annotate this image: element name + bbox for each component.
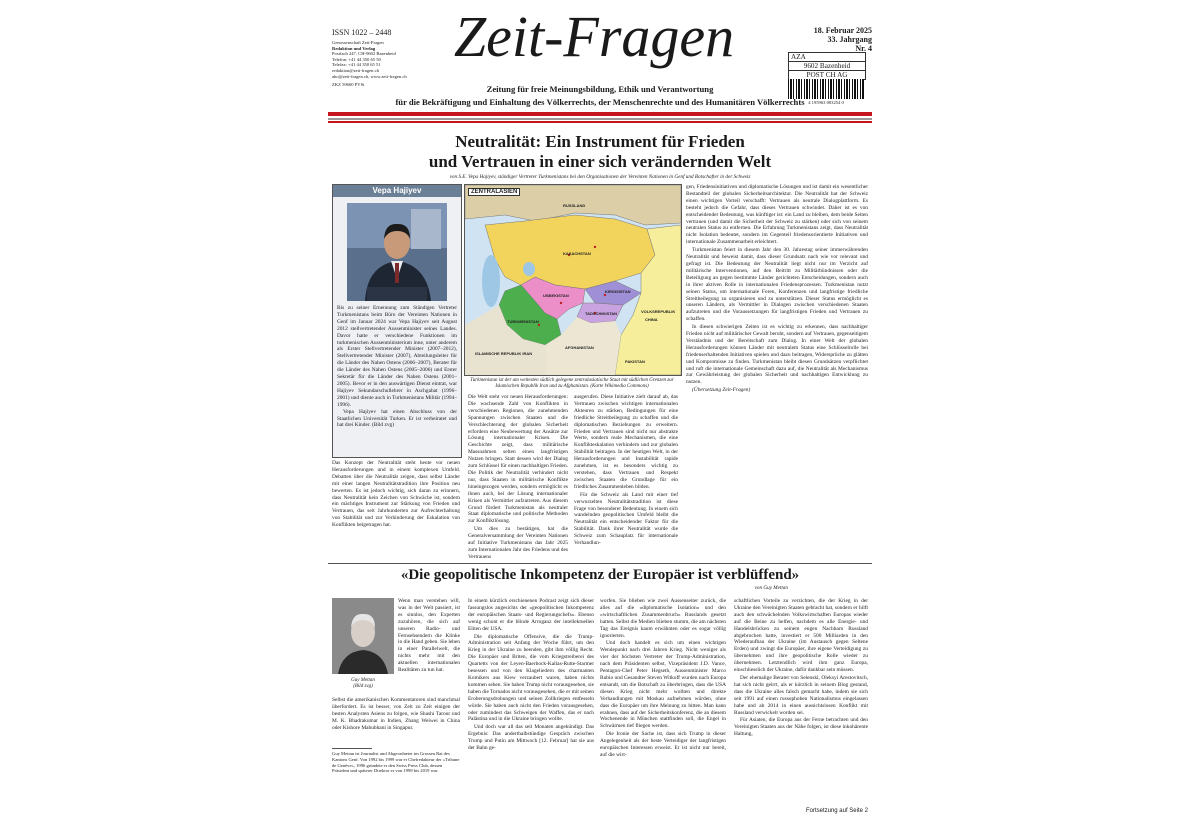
newspaper-page xyxy=(328,0,872,824)
barcode-digits: 4 195963 003254 0 xyxy=(808,100,844,105)
postal-aza: AZA xyxy=(789,53,865,62)
map-label-uzbekistan: USBEKISTAN xyxy=(543,293,569,298)
article2-col2-text: In einem kürzlich erschienenen Podcast zeigt sich dieser fassungslos angesichts der «geopolitischen Inkompetenz der europäischen Staats- und Regierungschefs». Ebenso wenig schont er die blinde Arroganz der intellektuellen Eliten der USA. xyxy=(468,598,594,632)
continued-note[interactable]: Fortsetzung auf Seite 2 xyxy=(805,808,868,814)
footnote-rule xyxy=(332,748,372,749)
map-caption: Turkmenistan ist der am weitesten südlich gelegene zentralasiatische Staat mit südlichen Grenzen zur Islamischen Republik Iran und zu Afghanistan. (Karte Wikimedia Commons) xyxy=(470,378,674,389)
article1-col-mid-text-2: Um dies zu bestätigen, hat die Generalversammlung der Vereinten Nationen auf Initiative Turkmenistans das Jahr 2025 zum Internationalen Jahr des Friedens und des Vertrauens xyxy=(468,526,568,560)
publisher-line: Redaktion und Verlag xyxy=(332,45,376,51)
profile-bio-text-2: Vepa Hajiyev hat einen Abschluss von der Staatlichen Universität Turken. Er ist verheiratet und hat drei Kinder. (Bild zvg) xyxy=(337,408,457,429)
article1-col-far-text-3: In diesen schwierigen Zeiten ist es wichtig zu erkennen, dass nachhaltiger Frieden nicht auf militärischer Gewalt beruht, sondern auf Vertrauen, gegenseitigem Verständnis und der Bereitschaft zum Dialog. In einer Welt der globalen Herausforderungen können Länder mit neutralem Status eine Schlüsselrolle bei friedenserhaltenden Initiativen spielen und dazu beitragen, Widersprüche zu glätten und Kompromisse zu finden. Turkmenistan bleibt diesen Grundsätzen verpflichtet und ruft die internationale Gemeinschaft dazu auf, die Neutralität als Mechanismus zur Gewährleistung der globalen Sicherheit und nachhaltigen Entwicklung zu nutzen. xyxy=(686,324,868,386)
article2-col4-text-c: Für Asiaten, die Europa aus der Ferne betrachten und den Vereinigten Staaten aus der Nähe folgen, ist diese inkohärente Haltung, xyxy=(734,717,868,738)
newspaper-title: Zeit-Fragen xyxy=(453,4,735,69)
article2-col2-text-b: Die diplomatische Offensive, die die Trump-Administration seit Anfang der Woche führt, um den Krieg in der Ukraine zu beenden, gibt ihm völlig Recht. Die Europäer und Briten, die vom Kriegstreiberei des Quartetts von der Leyen-Baerbock-Kallas-Rutte-Starmer besessen und von den Klageliedern des charmanten Komikers aus Kiew verzaubert waren, haben nichts kommen sehen. Sie haben Trump nicht vorausgesehen, sie haben die Tornados nicht vorausgesehen, die er mit seinen Eroberungsdrohungen und seinen Zollkriegen entfesseln würde. Sie haben auch nicht den Frieden vorausgesehen, oder zumindest das Schweigen der Waffen, das er nach Palästina und in die Ukraine bringen wollte. xyxy=(468,633,594,723)
postal-town: 9602 Bazenheid xyxy=(789,62,865,71)
article1-column-far-right xyxy=(686,184,868,560)
masthead-rule-grey xyxy=(328,118,872,120)
author-profile-box xyxy=(332,184,462,458)
article2-col3-text: worfen. Sie blieben wie zwei Aussenseiter zurück, die alles auf die «diplomatische Isolation» und den «wirtschaftlichen Zusammenbruch» Russlands gesetzt hatten. Selbst die Medien blieben stumm, die am nächsten Tag das Ereignis kaum erwähnten oder es sogar völlig ignorierten. xyxy=(600,598,726,639)
issue-number: Nr. 4 xyxy=(855,44,872,53)
article2-author-photo xyxy=(332,598,394,674)
article2-col4-text-b: Der ehemalige Berater von Selenski, Oleksyi Arestovitsch, hat sich nicht geirrt, als er kürzlich in seinem Blog gestand, dass die Ukraine alles falsch gemacht habe, indem sie sich seit 1991 auf einen russophoben Nationalismus eingelassen habe und ab 2014 in einen aussichtslosen Konflikt mit Russland verwickelt worden sei. xyxy=(734,674,868,716)
article2-col2-text-c: Und doch war all das seit Monaten angekündigt. Das Ergebnis: Das anderthalbstündige Gespräch zwischen Trump und Putin am Mittwoch [12. Februar] hat sie aus der Bahn ge- xyxy=(468,724,594,752)
masthead-rule-red xyxy=(328,112,872,116)
zkz: ZKZ 59600 PVSt xyxy=(332,82,365,88)
postal-box xyxy=(788,52,866,80)
article2-column2 xyxy=(468,598,594,824)
article2-column3 xyxy=(600,598,726,824)
aral-sea xyxy=(523,262,535,276)
map-label-turkmenistan: TURKMENISTAN xyxy=(507,319,539,324)
tagline-2: für die Bekräftigung und Einhaltung des Völkerrechts, der Menschenrechte und des Humanitären Völkerrechts xyxy=(395,97,805,107)
article2-col1-bottom-text: Selbst die amerikanischen Kommentatoren sind manchmal überfordert. Es ist besser, von Zeit zu Zeit einigen der besten Analysten Asiens zu folgen, wie Shashi Tarour und M. K. Bhadrakumar in Indien, Zhang Weiwei in China oder Kishore Mahubhani in Singapur. xyxy=(332,697,460,731)
article1-col-far-text: gen, Friedensinitiativen und diplomatische Lösungen und ist damit ein wesentlicher Bestandteil der globalen Sicherheitsarchitektur. Die Neutralität hat der Schweiz einen wichtigen Vorteil verschafft: Vertrauen als neutrale Dialogplattform. Es besteht jedoch die Gefahr, dass dieses Vertrauen schwindet. Daher ist es von entscheidender Bedeutung, was künftiger ist: ein Land zu bleiben, dem beide Seiten vertrauen (und damit die Sicherheit der Schweiz zu stärken) oder sich von seinem neutralen Status zu entfernen. Die Erfahrung Turkmenistans zeigt, dass Neutralität nicht Isolation bedeutet, sondern im Gegenteil friedensorientierte Initiativen und internationale Zusammenarbeit erleichtert. xyxy=(686,184,868,246)
central-asia-map xyxy=(464,184,682,376)
author-footnote: Guy Mettan ist Journalist und Abgeordneter im Grossen Rat des Kantons Genf. Von 1992 bis 1999 war er Chefredakteur der «Tribune de Genève», 1996 gründete er den Swiss Press Club, dessen Präsident und späterer Direktor er von 1998 bis 2019 war. xyxy=(332,751,460,774)
article1-headline-line2: und Vertrauen in einer sich verändernden Welt xyxy=(428,152,772,171)
article1-byline: von S.E. Vepa Hajiyev, ständiger Vertreter Turkmenistans bei den Organisationen der Vereinten Nationen in Genf und Botschafter in der Schweiz xyxy=(449,174,751,180)
profile-bio-text: Bis zu seiner Ernennung zum Ständigen Vertreter Turkmenistans beim Büro der Vereinten Nationen in Genf im Januar 2024 war Vepa Hajiyev seit August 2012 stellvertretender Aussenminister seines Landes. Davor hatte er verschiedene Funktionen im turkmenischen Aussenministerium inne, unter anderem als Erster Stellvertretender Minister (2007–2012), Stellvertretender Minister (2007), Abteilungsleiter für die Länder des Nahen Ostens (2006–2007), Berater für die Länder des Nahen Ostens (2005–2006) und Erster Sekretär für die Länder des Nahen Ostens (2001–2005). Bevor er in den auswärtigen Dienst eintrat, war Hajiyev Sekundarschullehrer in Aschgabat (1996–2001) und diente auch in Turkmenistans Militär (1994–1996). xyxy=(337,305,457,408)
article2-col1-top-text: Wenn man verstehen will, was in der Welt passiert, ist es sinnlos, den Experten zuzuhören, die sich auf unseren Radio- und Fernsehsendern die Klinke in die Hand geben. Sie leben in einer Parallelwelt, die nichts mehr mit den aktuellen internationalen Realitäten zu tun hat. xyxy=(398,598,460,674)
article2-col3-text-b: Und doch handelt es sich um einen wichtigen Wendepunkt nach drei Jahren Krieg. Nicht weniger als vier der höchsten Vertreter der Trump-Administration, nach dem Präsidenten selbst, Vizepräsident J.D. Vance, Pentagon-Chef Peter Hegseth, Aussenminister Marco Rubio und Gesandter Steven Witkoff wurden nach Europa entsandt, um die Botschaft zu überbringen, dass die USA diesen Krieg nicht mehr wollten und direkte Verhandlungen mit Moskau aufnehmen würden, ohne dass die Europäer um ihre Meinung zu bitten. Man kann erahnen, dass auf der Sicherheitskonferenz, die an diesem Wochenende in München stattfinden soll, die Engel in Schwärmen tief fliegen werden. xyxy=(600,640,726,730)
article-separator xyxy=(328,563,872,564)
profile-bio xyxy=(333,305,461,429)
article2-column4 xyxy=(734,598,868,802)
map-label-russia: RUSSLAND xyxy=(563,203,586,208)
postal-post: POST CH AG xyxy=(806,71,848,79)
author-photo-caption xyxy=(332,678,394,690)
article1-col-far-text-2: Turkmenistan feiert in diesem Jahr den 30. Jahrestag seiner immerwährenden Neutralität und beweist damit, dass dieser Grundsatz nach wie vor relevant und gefragt ist. Die Bedeutung der Neutralität liegt nicht nur im Verzicht auf militärische Interventionen, auf den Beitritt zu Militärbündnissen oder die Beteiligung an gegen bestimmte Länder gerichteten Entscheidungen, sondern auch in ihrer aktiven Rolle in internationalen Friedensprozessen. Turkmenistan nutzt seinen Status, um internationale Foren, Konferenzen und langfristige friedliche Streitbeilegung zu organisieren und zu unterstützen. Dieser Status ermöglicht es unseren Ländern, als Vermittler in Dialogen zwischen verschiedenen Staaten aufzutreten und die Voraussetzungen für langfristigen Frieden und Vertrauen zu schaffen. xyxy=(686,247,868,323)
map-title: ZENTRALASIEN xyxy=(468,188,520,196)
publisher-line: Telefax: +41 44 350 65 51 xyxy=(332,62,381,68)
article1-headline-line1: Neutralität: Ein Instrument für Frieden xyxy=(455,132,745,151)
map-label-volksrepublik: VOLKSREPUBLIK xyxy=(641,309,676,314)
caspian-sea xyxy=(482,255,500,307)
map-label-kazakhstan: KASACHSTAN xyxy=(563,251,591,256)
masthead-left xyxy=(332,28,412,88)
article2-headline: «Die geopolitische Inkompetenz der Europäer ist verblüffend» xyxy=(400,567,800,583)
article2-column1-bottom xyxy=(332,697,460,745)
map-label-kyrgyzstan: KIRGISISTAN xyxy=(605,289,631,294)
tagline-1: Zeitung für freie Meinungsbildung, Ethik und Verantwortung xyxy=(486,84,714,94)
article1-column-mid xyxy=(468,394,568,560)
map-label-tajikistan: TADSCHIKISTAN xyxy=(585,311,618,316)
article1-headline xyxy=(328,132,872,172)
profile-photo-illustration xyxy=(347,203,447,301)
map-label-china: CHINA xyxy=(645,317,658,322)
issue-volume: 33. Jahrgang xyxy=(827,35,872,44)
map-label-iran: ISLAMISCHE REPUBLIK IRAN xyxy=(475,351,533,356)
article1-col-right-text: ausgerufen. Diese Initiative zielt darauf ab, das Vertrauen zwischen wichtigen internationalen Akteuren zu stärken, Bedingungen für eine friedliche Streitbeilegung zu schaffen und die diplomatischen Beziehungen zu erweitern. Frieden und Vertrauen sind nicht nur abstrakte Werte, sondern reale Mechanismen, die eine Konflikteskalation verhindern und zur globalen Stabilität beitragen. In der heutigen Welt, in der Herausforderungen und Instabilität rapide zunehmen, ist es besonders wichtig zu verstehen, dass Vertrauen und Respekt zwischen Staaten die Grundlage für ein friedliches Zusammenleben bilden. xyxy=(574,394,678,490)
masthead-rule-red-thin xyxy=(328,121,872,123)
publisher-line: redaktion@zeit-fragen.ch xyxy=(332,67,379,73)
author-photo-caption-credit: (Bild zvg) xyxy=(353,684,373,689)
publisher-line: Postfach 247, CH-9602 Bazenheid xyxy=(332,51,396,57)
article2-byline: von Guy Mettan xyxy=(754,585,788,591)
issue-info xyxy=(782,26,872,53)
profile-name: Vepa Hajiyev xyxy=(333,185,461,197)
article1-column-right xyxy=(574,394,678,560)
map-label-afghanistan: AFGHANISTAN xyxy=(565,345,594,350)
translation-note: (Übersetzung Zeit-Fragen) xyxy=(692,387,751,394)
map-label-pakistan: PAKISTAN xyxy=(625,359,645,364)
article2-column1-top xyxy=(398,598,460,698)
issue-date: 18. Februar 2025 xyxy=(813,26,872,35)
article2-col3-text-c: Die Ironie der Sache ist, dass sich Trump in dieser Angelegenheit als der beste Verteidiger der langfristigen europäischen Interessen erweist. Er ist nicht nur bereit, auf die wirt- xyxy=(600,731,726,758)
publisher-line: Genossenschaft Zeit-Fragen xyxy=(332,40,384,45)
profile-photo xyxy=(347,203,447,301)
author-photo-illustration xyxy=(332,598,394,674)
publisher-line: abo@zeit-fragen.ch, www.zeit-fragen.ch xyxy=(332,73,407,79)
issn: ISSN 1022 – 2448 xyxy=(332,28,392,37)
article1-column-left xyxy=(332,460,460,560)
article1-col-mid-text: Die Welt steht vor neuen Herausforderungen: Die wachsende Zahl von Konflikten in verschiedenen Regionen, die zunehmenden Spannungen zwischen Staaten und die Verschlechterung der globalen Sicherheit erfordern eine Neubewertung der Ansätze zur Lösung internationaler Krisen. Die Geschichte zeigt, dass militärische Massnahmen selten einen langfristigen Nutzen bringen. Statt dessen wird der Dialog zum Schlüssel für einen nachhaltigen Frieden. Die Politik der Neutralität verhindert nicht nur, dass Staaten in militärische Konflikte hineingezogen werden, sondern ermöglicht es ihnen auch, bei der Lösung internationaler Krisen als Vermittler aufzutreten. Aus diesem Grund fördert Turkmenistan als neutraler Staat diplomatische und politische Methoden zur Konfliktlösung. xyxy=(468,394,568,525)
author-photo-caption-name: Guy Mettan xyxy=(351,678,375,683)
article1-col-right-text-2: Für die Schweiz als Land mit einer tief verwurzelten Neutralitätstradition ist diese Frage von besonderer Bedeutung. In einem sich wandelnden geopolitischen Umfeld bleibt die Neutralität ein entscheidender Faktor für die Stabilität. Dank ihrer Neutralität wurde die Schweiz zum Schauplatz für internationale Verhandlun- xyxy=(574,491,678,547)
article1-col-left-text: Das Konzept der Neutralität steht heute vor neuen Herausforderungen und in einem komplexen Umfeld. Debatten über die Neutralität zeigen, dass selbst Länder mit einer langen Neutralitätstradition ihre Position neu bewerten. Es ist jedoch wichtig, sich daran zu erinnern, dass Neutralität kein Zeichen von Schwäche ist, sondern ein mächtiges Instrument zur Stärkung von Frieden und Vertrauen, das seit Jahrhunderten zur Aufrechterhaltung von Stabilität und zur Verhinderung der Eskalation von Konflikten beigetragen hat. xyxy=(332,460,460,529)
publisher-line: Telefon: +41 44 350 65 50 xyxy=(332,56,381,62)
publisher-info xyxy=(332,40,412,79)
article2-col4-text: schaftlichen Vorteile zu verzichten, die der Krieg in der Ukraine den Vereinigten Staaten gebracht hat, sondern er hilft auch den schwächelnden Volkswirtschaften Europas wieder auf die Beine zu helfen, nachdem es alle Energie- und Handelsbrücken zu seinem engen Nachbarn Russland abgebrochen hatte, investiert er 500 Milliarden in den Wiederaufbau der Ukraine (im Austausch gegen Seltene Erden) und zwingt die Europäer, ihre eigene Verteidigung zu übernehmen und ihre geopolitische Rolle wieder zu übernehmen. Letztendlich wird ihm ganz Europa, einschliesslich der Ukraine, dafür dankbar sein müssen. xyxy=(734,598,868,674)
